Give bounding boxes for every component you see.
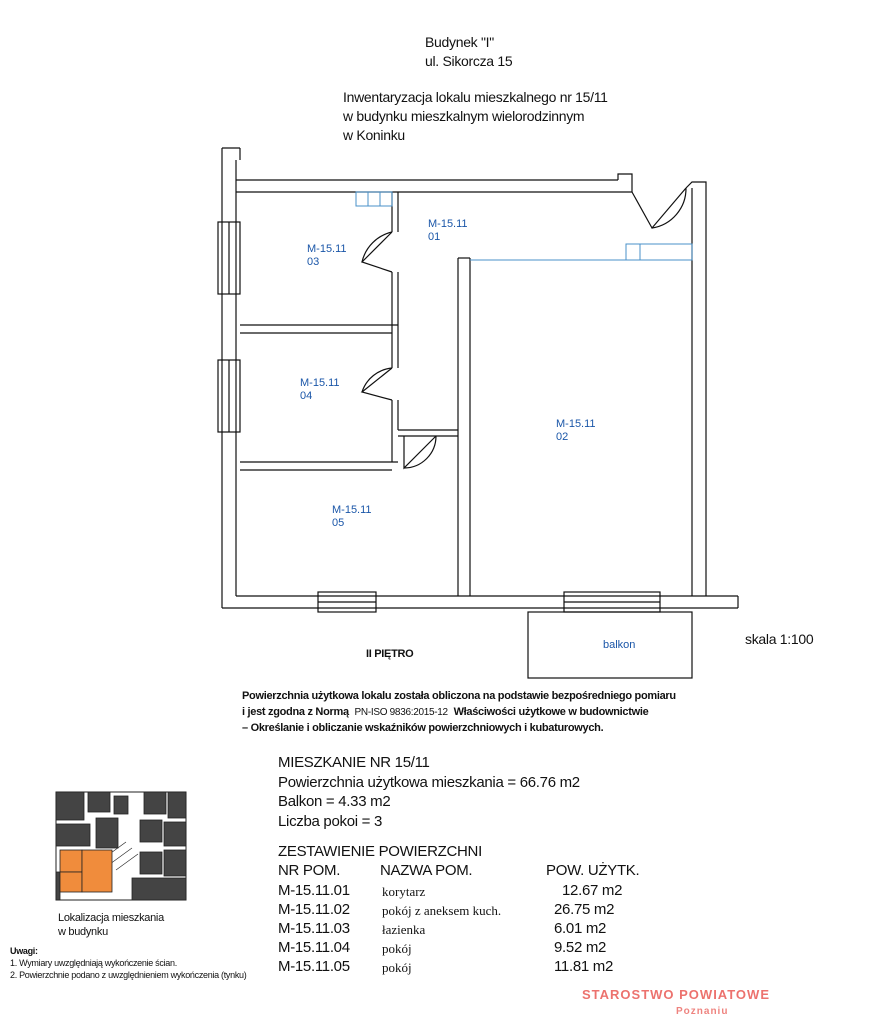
- rooms-count: Liczba pokoi = 3: [278, 813, 383, 830]
- table-row: M-15.11.03 łazienka 6.01 m2: [278, 920, 607, 937]
- document-title-line2: w budynku mieszkalnym wielorodzinnym: [343, 108, 585, 124]
- document-title-line3: w Koninku: [343, 127, 405, 143]
- column-header-nr: NR POM.: [278, 862, 341, 879]
- balcony-label: balkon: [603, 639, 636, 651]
- building-location-map: [44, 782, 194, 910]
- note-line3: – Określanie i obliczanie wskaźników powierzchniowych i kubaturowych.: [242, 722, 604, 734]
- remarks-title: Uwagi:: [10, 946, 38, 956]
- floor-label: II PIĘTRO: [366, 648, 414, 660]
- location-caption-line2: w budynku: [58, 926, 108, 938]
- document-title: Inwentaryzacja lokalu mieszkalnego nr 15/11: [343, 89, 608, 105]
- building-name: Budynek "I": [425, 34, 494, 50]
- table-row: M-15.11.04 pokój 9.52 m2: [278, 939, 607, 956]
- scale-label: skala 1:100: [745, 631, 814, 647]
- office-stamp-sub: Poznaniu: [676, 1006, 729, 1017]
- office-stamp: STAROSTWO POWIATOWE: [582, 987, 770, 1002]
- location-caption: Lokalizacja mieszkania: [58, 912, 164, 924]
- apartment-number: MIESZKANIE NR 15/11: [278, 754, 430, 771]
- note-line2: i jest zgodna z Normą PN-ISO 9836:2015-12 Właściwości użytkowe w budownictwie: [242, 706, 649, 718]
- note-line1: Powierzchnia użytkowa lokalu została obliczona na podstawie bezpośredniego pomiaru: [242, 690, 676, 702]
- room-label-03: M-15.11 03: [307, 243, 347, 268]
- table-title: ZESTAWIENIE POWIERZCHNI: [278, 843, 482, 860]
- room-label-01: M-15.11 01: [428, 218, 468, 243]
- building-address: ul. Sikorcza 15: [425, 53, 513, 69]
- table-row: M-15.11.02 pokój z aneksem kuch. 26.75 m2: [278, 901, 615, 918]
- remarks-line2: 2. Powierzchnie podano z uwzględnieniem wykończenia (tynku): [10, 970, 247, 980]
- usable-area: Powierzchnia użytkowa mieszkania = 66.76 m2: [278, 774, 580, 791]
- column-header-area: POW. UŻYTK.: [546, 862, 640, 879]
- remarks-line1: 1. Wymiary uwzględniają wykończenie ścian.: [10, 958, 177, 968]
- table-row: M-15.11.01 korytarz 12.67 m2: [278, 882, 623, 899]
- column-header-name: NAZWA POM.: [380, 862, 473, 879]
- balcony-area: Balkon = 4.33 m2: [278, 793, 391, 810]
- room-label-02: M-15.11 02: [556, 418, 596, 443]
- room-label-04: M-15.11 04: [300, 377, 340, 402]
- room-label-05: M-15.11 05: [332, 504, 372, 529]
- area-table: [278, 882, 638, 977]
- table-row: M-15.11.05 pokój 11.81 m2: [278, 958, 614, 975]
